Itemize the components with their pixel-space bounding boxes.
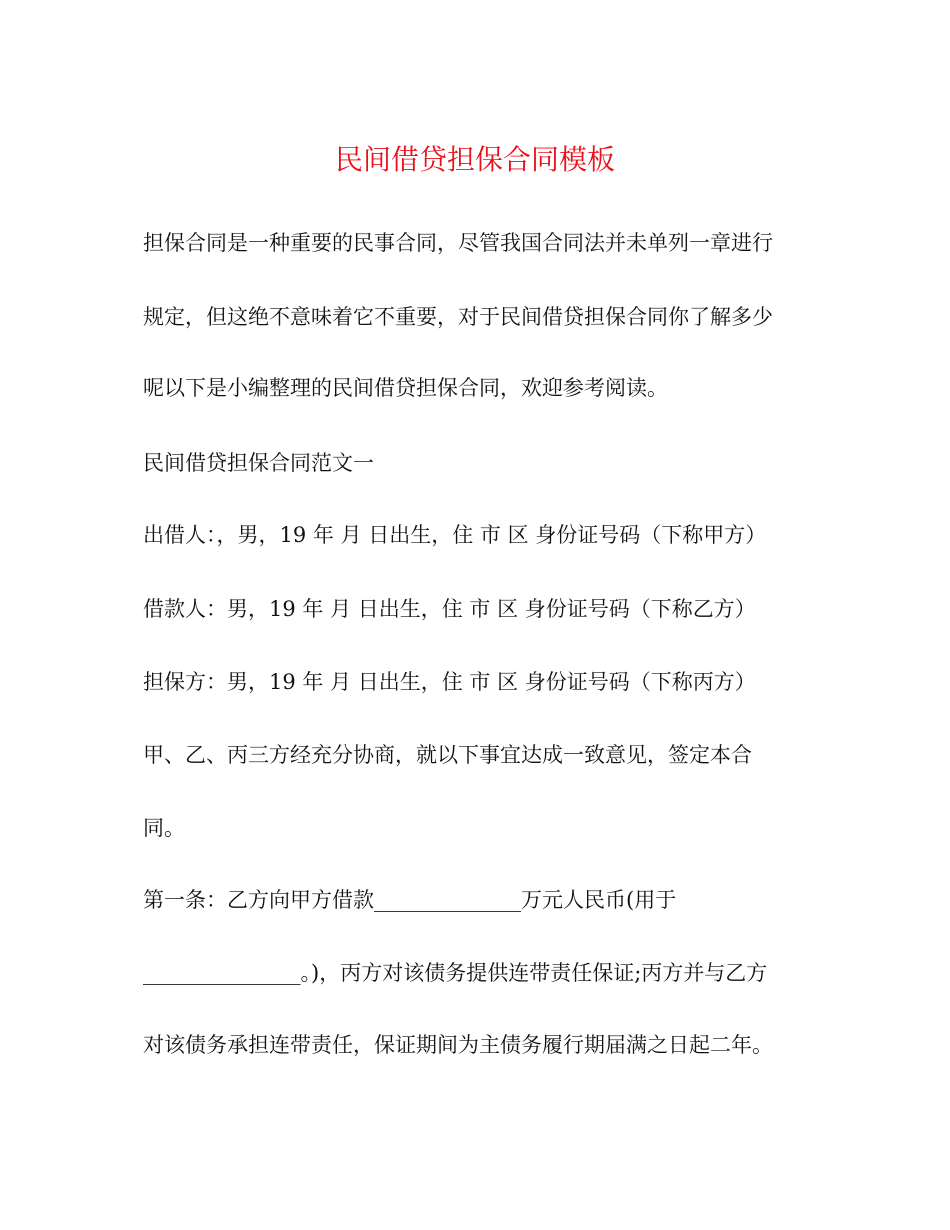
party-borrower-line: 借款人：男，19 年 月 日出生，住 市 区 身份证号码（下称乙方） bbox=[143, 597, 756, 621]
article-one-line: 对该债务承担连带责任，保证期间为主债务履行期届满之日起二年。 bbox=[143, 1033, 773, 1057]
paragraph-line: 担保合同是一种重要的民事合同，尽管我国合同法并未单列一章进行 bbox=[143, 231, 773, 255]
paragraph-line: 规定，但这绝不意味着它不重要，对于民间借贷担保合同你了解多少 bbox=[143, 305, 773, 329]
party-lender-line: 出借人：，男，19 年 月 日出生，住 市 区 身份证号码（下称甲方） bbox=[143, 523, 767, 547]
article-one-line: 第一条：乙方向甲方借款______________万元人民币(用于 bbox=[143, 888, 677, 912]
paragraph-line: 呢以下是小编整理的民间借贷担保合同，欢迎参考阅读。 bbox=[143, 376, 668, 400]
paragraph-line: 同。 bbox=[143, 816, 185, 840]
document-title: 民间借贷担保合同模板 bbox=[334, 143, 615, 176]
section-heading: 民间借贷担保合同范文一 bbox=[143, 451, 374, 475]
paragraph-line: 甲、乙、丙三方经充分协商，就以下事宜达成一致意见，签定本合 bbox=[143, 743, 752, 767]
party-guarantor-line: 担保方：男，19 年 月 日出生，住 市 区 身份证号码（下称丙方） bbox=[143, 670, 756, 694]
article-one-line: _______________。)，丙方对该债务提供连带责任保证;丙方并与乙方 bbox=[143, 961, 768, 985]
